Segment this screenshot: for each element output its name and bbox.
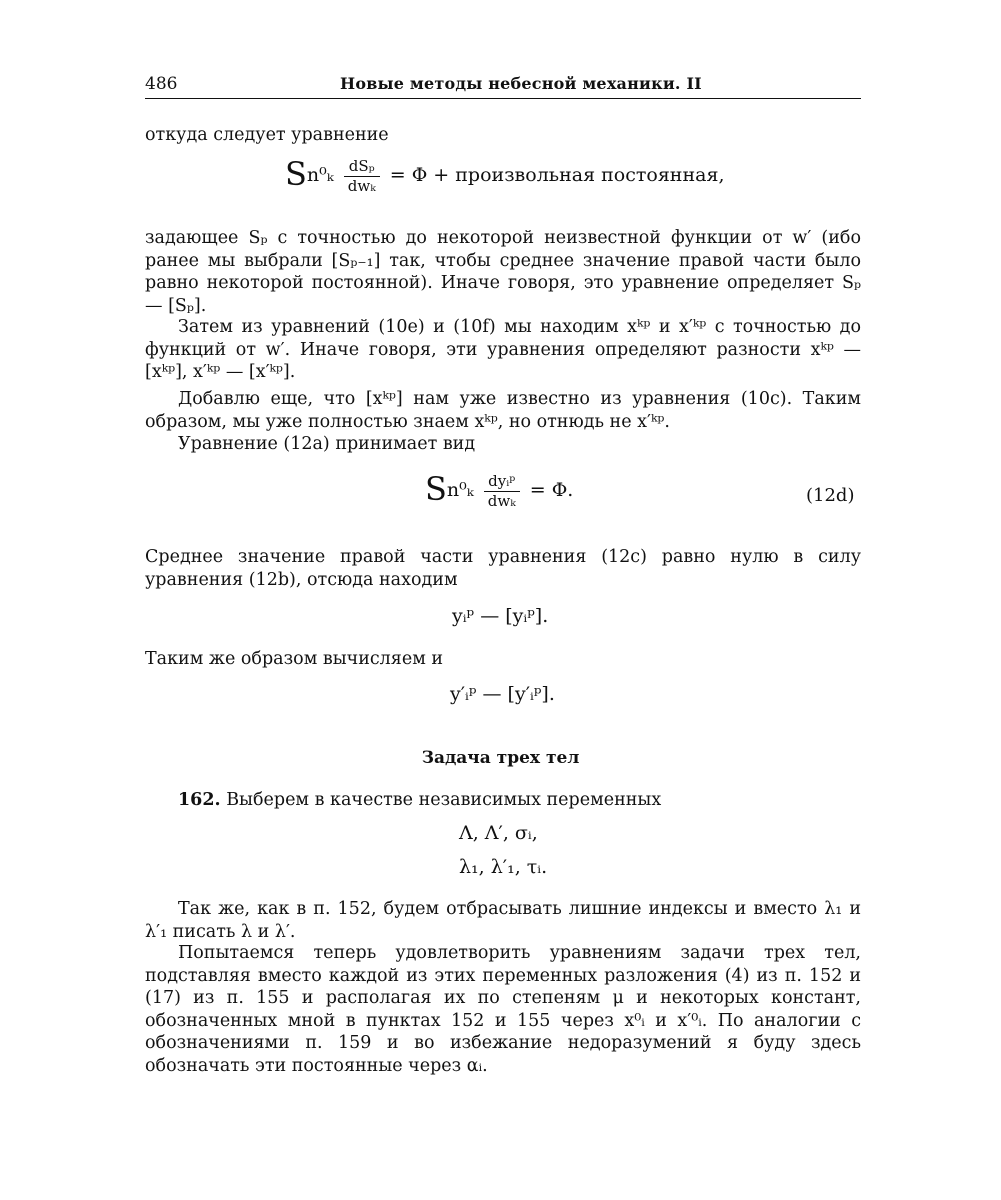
sum-symbol: S bbox=[285, 155, 307, 193]
page-number: 486 bbox=[145, 74, 178, 94]
paragraph-2: задающее Sₚ с точностью до некоторой неизвестной функции от w′ (ибо ранее мы выбрали [Sₚ₋₁] так, чтобы среднее значение правой части было равно некоторой постоянной). Иначе говоря, это уравнение определяет Sₚ — [Sₚ]. bbox=[145, 228, 861, 316]
numerator: dyᵢᵖ bbox=[484, 472, 520, 492]
paragraph-7: Таким же образом вычисляем и bbox=[145, 649, 444, 669]
fraction bbox=[344, 157, 380, 196]
section-number: 162. bbox=[178, 790, 221, 810]
paragraph-3: Затем из уравнений (10е) и (10f) мы находим xᵏᵖ и x′ᵏᵖ с точностью до функций от w′. Иначе говоря, эти уравнения определяют разности xᵏᵖ — [xᵏᵖ], x′ᵏᵖ — [x′ᵏᵖ]. bbox=[145, 317, 861, 382]
running-header bbox=[145, 70, 861, 99]
paragraph-5: Уравнение (12а) принимает вид bbox=[178, 434, 476, 454]
paragraph-8 bbox=[145, 789, 861, 812]
equation-5: Λ, Λ′, σᵢ, bbox=[459, 822, 538, 844]
paragraph-1: откуда следует уравнение bbox=[145, 125, 389, 145]
coefficient: n⁰ₖ bbox=[306, 164, 334, 186]
paragraph-9: Так же, как в п. 152, будем отбрасывать лишние индексы и вместо λ₁ и λ′₁ писать λ и λ′. bbox=[145, 899, 861, 942]
running-title: Новые методы небесной механики. II bbox=[340, 74, 702, 93]
denominator: dwₖ bbox=[487, 491, 516, 510]
equation-2 bbox=[425, 470, 573, 511]
right-hand-side: = Φ. bbox=[529, 479, 574, 501]
paragraph-4: Добавлю еще, что [xᵏᵖ] нам уже известно из уравнения (10с). Таким образом, мы уже полностью знаем xᵏᵖ, но отнюдь не x′ᵏᵖ. bbox=[145, 389, 861, 432]
equation-number: (12d) bbox=[806, 485, 855, 506]
right-hand-side: = Φ + произвольная постоянная, bbox=[389, 164, 725, 186]
denominator: dwₖ bbox=[347, 176, 376, 195]
fraction bbox=[484, 472, 520, 511]
sum-symbol: S bbox=[425, 470, 447, 508]
paragraph-10: Попытаемся теперь удовлетворить уравнениям задачи трех тел, подставляя вместо каждой из этих переменных разложения (4) из п. 152 и (17) из п. 155 и располагая их по степеням μ и некоторых констант, обозначенных мной в пунктах 152 и 155 через x⁰ᵢ и x′⁰ᵢ. По аналогии с обозначениями п. 159 и во избежание недоразумений я буду здесь обозначать эти постоянные через αᵢ. bbox=[145, 943, 861, 1076]
section-heading: Задача трех тел bbox=[421, 748, 580, 768]
coefficient: n⁰ₖ bbox=[446, 479, 474, 501]
equation-6: λ₁, λ′₁, τᵢ. bbox=[459, 856, 548, 878]
equation-3: yᵢᵖ — [yᵢᵖ]. bbox=[452, 605, 549, 627]
equation-1 bbox=[285, 155, 725, 196]
numerator: dSₚ bbox=[344, 157, 380, 177]
paragraph-8-text: Выберем в качестве независимых переменных bbox=[220, 790, 662, 810]
paragraph-6: Среднее значение правой части уравнения (12с) равно нулю в силу уравнения (12b), отсюда находим bbox=[145, 547, 861, 590]
equation-4: y′ᵢᵖ — [y′ᵢᵖ]. bbox=[450, 683, 555, 705]
